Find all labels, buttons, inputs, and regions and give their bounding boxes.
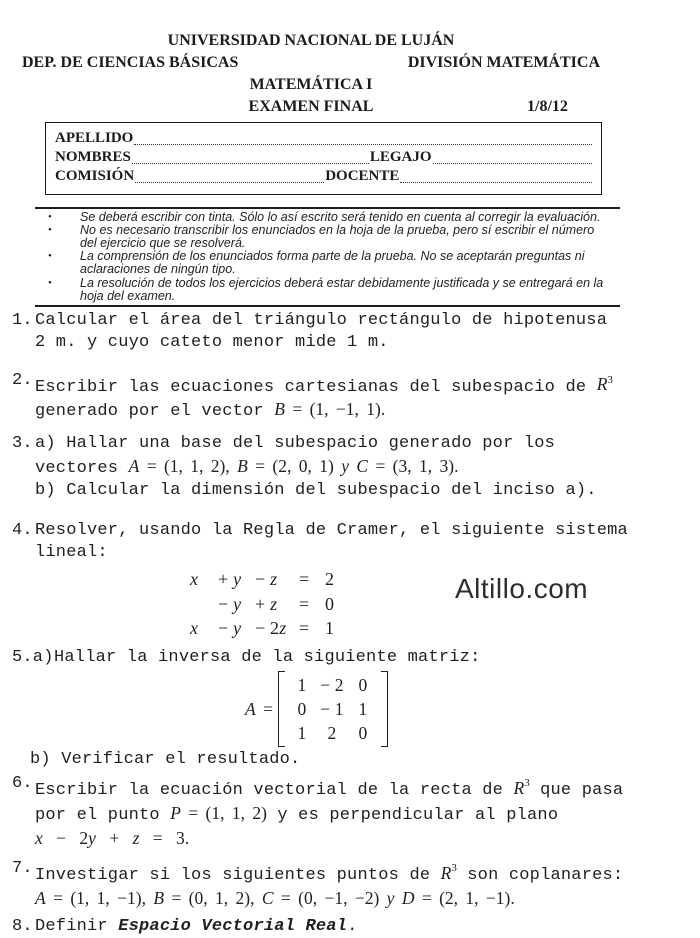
math-expression: P = (1, 1, 2) — [170, 802, 267, 823]
instructions-list — [48, 211, 700, 303]
superscript: 3 — [524, 776, 530, 789]
watermark: Altillo.com — [455, 573, 589, 604]
equation-cell: x — [190, 569, 199, 590]
equation-cell: + z — [255, 593, 278, 614]
exercise-text: . — [347, 916, 358, 936]
header-dept-row — [22, 52, 600, 74]
math-expression: $R^3$ — [440, 861, 457, 883]
instruction-text: No es necesario transcribir los enunciados en la hoja de la prueba, pero sí escribir el número del ejercicio que se resolverá. — [80, 222, 595, 250]
matrix-cell: 0 — [297, 698, 307, 719]
matrix-cell: − 1 — [320, 698, 344, 719]
divider-bottom — [35, 305, 620, 307]
equation-cell: = — [299, 618, 310, 639]
exercise-line — [35, 858, 700, 887]
exercise-item — [12, 858, 700, 912]
exercise-text: Investigar si los siguientes puntos de — [35, 865, 441, 885]
exercise-text: Calcular el área del triángulo rectángulo de hipotenusa — [35, 310, 608, 330]
exercise-text: Definir — [35, 916, 119, 936]
surname-row — [55, 129, 593, 148]
exercise-line — [54, 647, 700, 669]
exercise-text: 2 m. y cuyo cateto menor mide 1 m. — [35, 332, 389, 352]
teacher-label: DOCENTE — [325, 168, 400, 184]
dotted-line — [135, 167, 324, 183]
exercise-number: 7. — [12, 858, 33, 878]
exercise-content — [35, 433, 700, 502]
equation-cell: 2 — [325, 569, 335, 590]
exercise-line — [35, 542, 700, 564]
equation-system — [190, 567, 700, 641]
equation-cell: 0 — [325, 593, 335, 614]
exercise-text: Hallar la inversa de la siguiente matriz: — [54, 647, 481, 667]
exercise-item — [12, 310, 700, 354]
exercise-line — [35, 916, 700, 938]
instruction-item — [48, 224, 700, 250]
division-name: DIVISIÓN MATEMÁTICA — [407, 54, 600, 71]
instruction-item — [48, 277, 700, 303]
exercises-list — [12, 310, 700, 938]
exercise-line — [35, 455, 700, 480]
exercise-number: 8. — [12, 916, 33, 936]
exercise-line — [30, 749, 700, 771]
exercise-content — [35, 773, 700, 852]
instruction-item — [48, 211, 700, 224]
math-expression: x − 2y + z = 3. — [35, 827, 190, 848]
exercise-number: 3. — [12, 434, 33, 454]
exercise-line — [35, 802, 700, 827]
exercise-number: 5.a) — [12, 647, 54, 667]
equation-cell — [190, 592, 218, 617]
dotted-line — [134, 129, 592, 145]
exercise-content — [35, 916, 700, 938]
exercise-line — [35, 827, 700, 852]
exercise-line — [35, 887, 700, 912]
matrix-left-bracket — [278, 671, 285, 747]
exercise-number: 2. — [12, 370, 33, 390]
instruction-text: La comprensión de los enunciados forma parte de la prueba. No se aceptarán preguntas ni aclaraciones de ningún tipo. — [80, 249, 585, 277]
file-number-label: LEGAJO — [369, 149, 432, 165]
matrix-cell: 1 — [297, 722, 307, 743]
exercise-line — [35, 773, 700, 802]
exercise-item — [12, 520, 700, 643]
dotted-line — [400, 167, 592, 183]
equation-cell: − y — [218, 618, 242, 639]
superscript: 3 — [451, 861, 457, 874]
divider-top — [35, 207, 620, 209]
exercise-term: Espacio Vectorial Real — [118, 916, 348, 936]
exercise-line — [35, 370, 700, 399]
math-expression: B = (1, −1, 1). — [274, 399, 386, 420]
exercise-text: generado por el vector — [35, 402, 275, 422]
exercise-content — [35, 858, 700, 912]
exercise-content — [35, 310, 700, 354]
exercise-item — [12, 433, 700, 502]
exam-title-row — [22, 96, 600, 118]
exercise-text: que pasa — [529, 780, 624, 800]
university-name: UNIVERSIDAD NACIONAL DE LUJÁN — [167, 32, 455, 49]
bullet-icon: • — [48, 276, 52, 289]
matrix — [245, 671, 700, 747]
exercise-text: son coplanares: — [456, 865, 624, 885]
document-header — [22, 30, 600, 118]
exercise-text: y es perpendicular al plano — [266, 805, 559, 825]
matrix-cell: 1 — [297, 674, 307, 695]
math-expression: A = (1, 1, 2), B = (2, 0, 1) y C = (3, 1, 3). — [128, 456, 459, 477]
exercise-number: 4. — [12, 521, 33, 541]
matrix-cell: − 2 — [320, 674, 344, 695]
exercise-text: Resolver, usando la Regla de Cramer, el siguiente sistema — [35, 521, 628, 541]
exercise-number: 1. — [12, 310, 33, 330]
exercise-text: Escribir las ecuaciones cartesianas del subespacio de — [35, 377, 597, 397]
superscript: 3 — [607, 373, 613, 386]
exam-page — [0, 30, 700, 936]
subject-name: MATEMÁTICA I — [249, 76, 373, 93]
exercise-line — [35, 398, 700, 423]
matrix-name: A = — [245, 698, 273, 719]
matrix-grid — [285, 671, 381, 747]
surname-label: APELLIDO — [55, 130, 134, 146]
exercise-line — [35, 480, 700, 502]
equation-cell: x — [190, 618, 199, 639]
commission-label: COMISIÓN — [55, 168, 135, 184]
matrix-cell: 0 — [358, 722, 368, 743]
department-name: DEP. DE CIENCIAS BÁSICAS — [22, 54, 239, 71]
equation-cell: 1 — [325, 618, 335, 639]
exercise-number: 6. — [12, 773, 33, 793]
exercise-item — [12, 916, 700, 938]
equation-cell: − z — [255, 569, 278, 590]
student-info-box — [45, 122, 602, 195]
exercise-line — [35, 520, 700, 542]
exercise-line — [35, 433, 700, 455]
commission-row — [55, 167, 593, 186]
matrix-right-bracket — [381, 671, 388, 747]
bullet-icon: • — [48, 250, 52, 263]
equation-cell: + y — [218, 569, 242, 590]
exercise-content — [35, 520, 700, 643]
names-label: NOMBRES — [55, 149, 131, 165]
exercise-line — [35, 310, 700, 332]
dotted-line — [132, 148, 369, 164]
instruction-text: La resolución de todos los ejercicios deberá estar debidamente justificada y se entregará en la hoja del examen. — [80, 275, 604, 303]
exercise-text: por el punto — [35, 805, 171, 825]
equation-cell: − y — [218, 593, 242, 614]
equation-cell: − 2z — [255, 618, 287, 639]
matrix-body — [278, 671, 388, 747]
exam-type: EXAMEN FINAL — [248, 98, 374, 115]
equation-cell: = — [299, 593, 310, 614]
matrix-cell: 0 — [358, 674, 368, 695]
exercise-text: a) Hallar una base del subespacio generado por los — [35, 434, 556, 454]
equation-cell: = — [299, 569, 310, 590]
matrix-cell: 2 — [327, 722, 337, 743]
exercise-text: b) Calcular la dimensión del subespacio del inciso a). — [35, 481, 597, 501]
exercise-text: vectores — [35, 459, 129, 479]
exercise-item — [12, 773, 700, 852]
instruction-item — [48, 250, 700, 276]
exercise-text: Escribir la ecuación vectorial de la recta de — [35, 780, 514, 800]
exercise-text: lineal: — [35, 543, 108, 563]
dotted-line — [433, 148, 592, 164]
exercise-line — [35, 332, 700, 354]
instruction-text: Se deberá escribir con tinta. Sólo lo así escrito será tenido en cuenta al corregir la evaluación. — [80, 209, 601, 224]
exercise-item — [12, 647, 700, 771]
matrix-cell: 1 — [358, 698, 368, 719]
bullet-icon: • — [48, 223, 52, 236]
exercise-item — [12, 370, 700, 424]
exercise-content — [35, 370, 700, 424]
exam-date: 1/8/12 — [527, 98, 568, 115]
names-row — [55, 148, 593, 167]
math-expression: A = (1, 1, −1), B = (0, 1, 2), C = (0, −1, −2) y D = (2, 1, −1). — [35, 887, 515, 908]
exercise-text: b) Verificar el resultado. — [30, 749, 301, 769]
math-expression: $R^3$ — [596, 373, 613, 395]
math-expression: $R^3$ — [513, 776, 530, 798]
bullet-icon: • — [48, 210, 52, 223]
